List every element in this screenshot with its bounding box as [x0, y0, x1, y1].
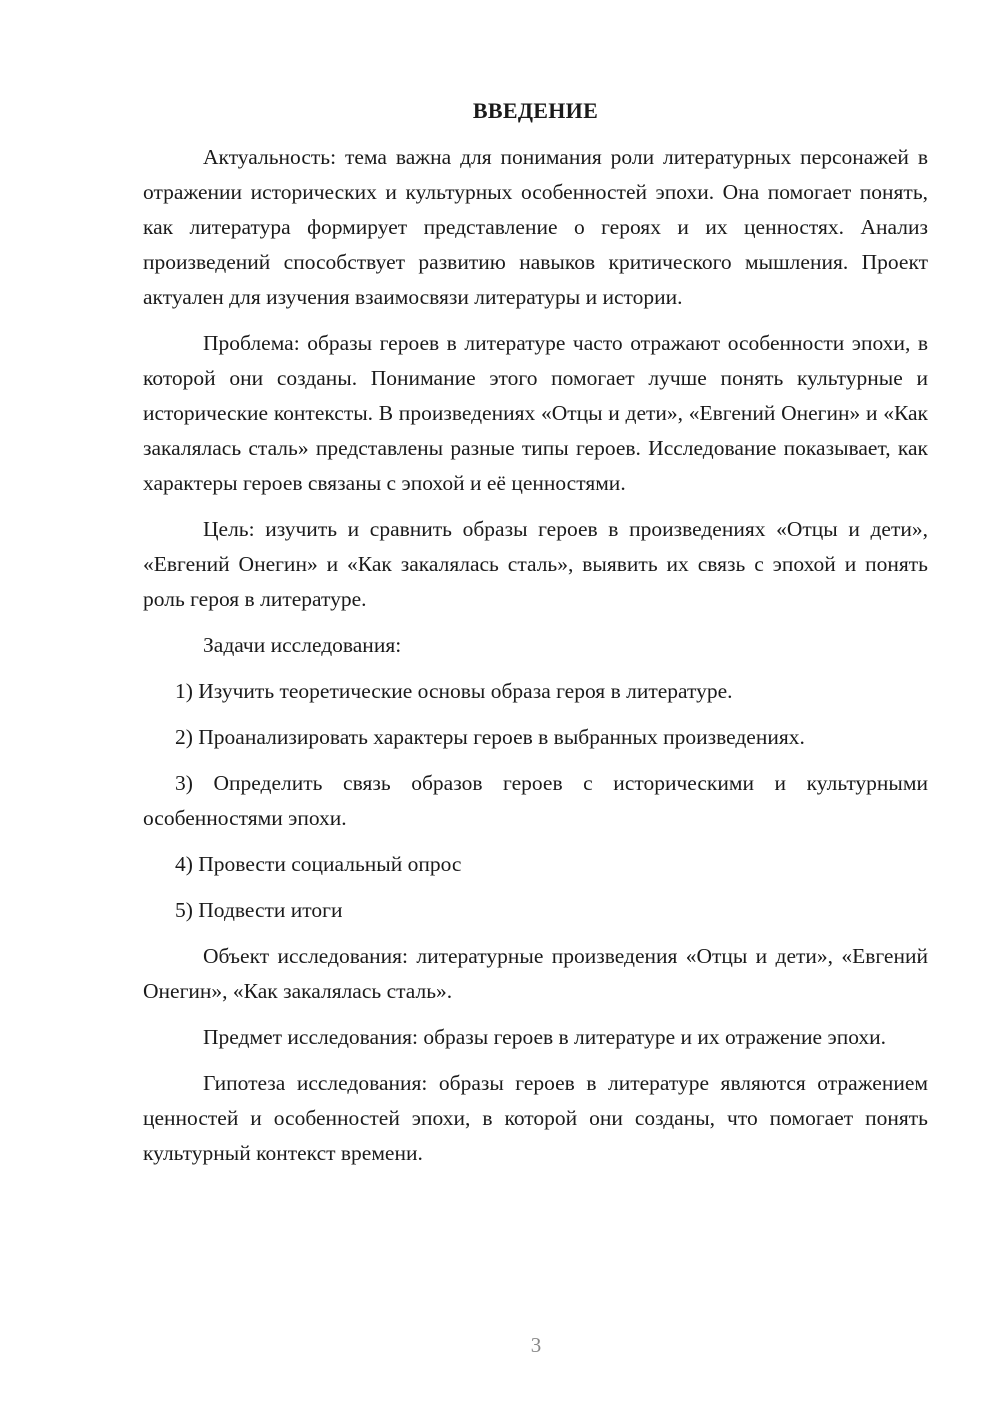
task-item: 2) Проанализировать характеры героев в выбранных произведениях.	[175, 725, 805, 749]
page-number: 3	[530, 1333, 542, 1357]
problem-paragraph: Проблема: образы героев в литературе часто отражают особенности эпохи, в которой они созданы. Понимание этого помогает лучше понять культурные и исторические контексты. В произведениях «Отцы и дети», «Евгений Онегин» и «Как закалялась сталь» представлены разные типы героев. Исследование показывает, как характеры героев связаны с эпохой и её ценностями.	[143, 331, 928, 495]
object-paragraph: Объект исследования: литературные произведения «Отцы и дети», «Евгений Онегин», «Как закалялась сталь».	[143, 944, 928, 1003]
hypothesis-paragraph: Гипотеза исследования: образы героев в литературе являются отражением ценностей и особенностей эпохи, в которой они созданы, что помогает понять культурный контекст времени.	[143, 1071, 928, 1165]
task-item: 1) Изучить теоретические основы образа героя в литературе.	[175, 679, 733, 703]
relevance-paragraph: Актуальность: тема важна для понимания роли литературных персонажей в отражении исторических и культурных особенностей эпохи. Она помогает понять, как литература формирует представление о героях и их ценностях. Анализ произведений способствует развитию навыков критического мышления. Проект актуален для изучения взаимосвязи литературы и истории.	[143, 145, 928, 309]
page-title: ВВЕДЕНИЕ	[472, 98, 599, 123]
task-item: 4) Провести социальный опрос	[175, 852, 462, 876]
task-item: 5) Подвести итоги	[175, 898, 343, 922]
document-page	[143, 96, 928, 1182]
tasks-heading: Задачи исследования:	[203, 633, 402, 657]
subject-paragraph: Предмет исследования: образы героев в литературе и их отражение эпохи.	[203, 1025, 887, 1049]
goal-paragraph: Цель: изучить и сравнить образы героев в произведениях «Отцы и дети», «Евгений Онегин» и «Как закалялась сталь», выявить их связь с эпохой и понять роль героя в литературе.	[143, 517, 928, 611]
task-item: 3) Определить связь образов героев с историческими и культурными особенностями эпохи.	[143, 771, 928, 830]
